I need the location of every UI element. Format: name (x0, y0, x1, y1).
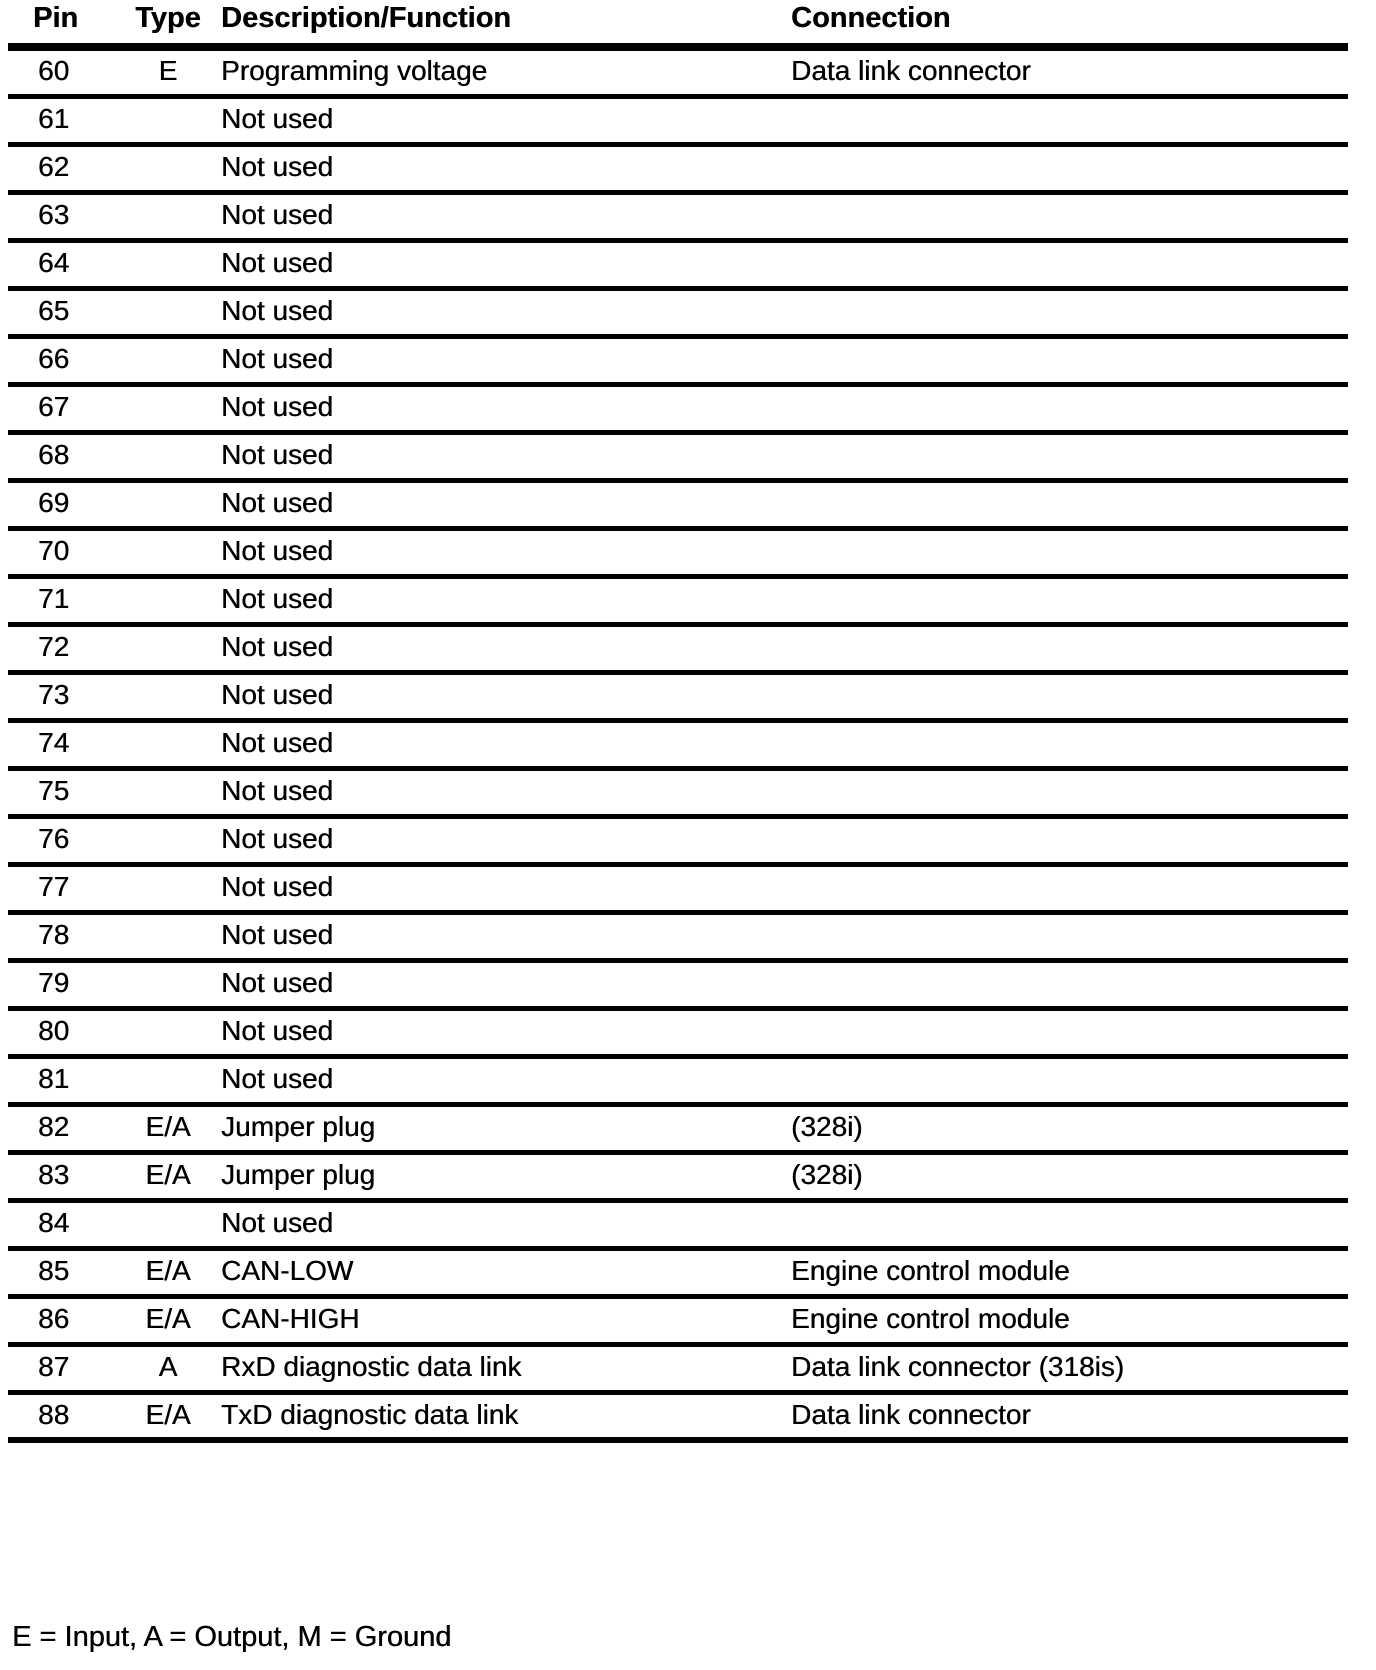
table-row (8, 483, 1348, 531)
description-cell: Not used (221, 871, 334, 902)
table-header-row (8, 0, 1348, 51)
type-cell (125, 728, 211, 766)
description-cell: Not used (221, 775, 334, 806)
type-cell (125, 968, 211, 1006)
description-cell: Not used (221, 967, 334, 998)
type-cell (125, 152, 211, 190)
pin-cell: 64 (38, 247, 70, 278)
description-cell: Not used (221, 391, 334, 422)
pin-cell: 67 (38, 391, 70, 422)
description-cell: Not used (221, 1015, 334, 1046)
description-cell: TxD diagnostic data link (221, 1399, 519, 1430)
table-row (8, 435, 1348, 483)
pin-cell: 69 (38, 487, 70, 518)
pin-cell: 71 (38, 583, 70, 614)
pin-cell: 76 (38, 823, 70, 854)
connection-cell (791, 200, 1348, 238)
description-cell: Not used (221, 439, 334, 470)
type-cell (125, 344, 211, 382)
type-cell (125, 200, 211, 238)
type-cell (125, 440, 211, 478)
type-cell (125, 1064, 211, 1102)
pin-cell: 88 (38, 1399, 70, 1430)
table-row (8, 1299, 1348, 1347)
connection-cell: (328i) (791, 1159, 863, 1190)
header-pin: Pin (33, 2, 79, 34)
description-cell: Not used (221, 535, 334, 566)
connection-cell (791, 536, 1348, 574)
type-cell (125, 248, 211, 286)
type-legend: E = Input, A = Output, M = Ground (12, 1621, 452, 1653)
pin-cell: 86 (38, 1303, 70, 1334)
pin-cell: 70 (38, 535, 70, 566)
table-row (8, 531, 1348, 579)
type-cell (125, 1016, 211, 1054)
type-cell: E/A (145, 1303, 191, 1334)
connection-cell: Data link connector (318is) (791, 1351, 1125, 1382)
header-connection: Connection (791, 2, 951, 34)
connection-cell (791, 392, 1348, 430)
table-row (8, 627, 1348, 675)
description-cell: Jumper plug (221, 1159, 376, 1190)
pin-assignment-table (8, 0, 1348, 1443)
table-row (8, 1395, 1348, 1443)
pin-cell: 66 (38, 343, 70, 374)
description-cell: Not used (221, 487, 334, 518)
type-cell: A (158, 1351, 178, 1382)
type-cell (125, 536, 211, 574)
table-body (8, 51, 1348, 1443)
description-cell: Jumper plug (221, 1111, 376, 1142)
pin-cell: 74 (38, 727, 70, 758)
table-row (8, 387, 1348, 435)
description-cell: CAN-HIGH (221, 1303, 360, 1334)
pin-cell: 65 (38, 295, 70, 326)
pin-cell: 62 (38, 151, 70, 182)
type-cell (125, 104, 211, 142)
type-cell (125, 680, 211, 718)
type-cell (125, 584, 211, 622)
header-type: Type (135, 2, 201, 34)
connection-cell: (328i) (791, 1111, 863, 1142)
table-row (8, 867, 1348, 915)
pin-cell: 60 (38, 55, 70, 86)
pin-cell: 85 (38, 1255, 70, 1286)
type-cell (125, 824, 211, 862)
description-cell: CAN-LOW (221, 1255, 354, 1286)
pin-cell: 83 (38, 1159, 70, 1190)
connection-cell (791, 296, 1348, 334)
pin-cell: 81 (38, 1063, 70, 1094)
pin-cell: 79 (38, 967, 70, 998)
connection-cell (791, 920, 1348, 958)
header-description: Description/Function (221, 2, 511, 34)
type-cell (125, 632, 211, 670)
pin-cell: 82 (38, 1111, 70, 1142)
table-row (8, 243, 1348, 291)
description-cell: Not used (221, 727, 334, 758)
description-cell: Not used (221, 247, 334, 278)
description-cell: Not used (221, 199, 334, 230)
connection-cell (791, 968, 1348, 1006)
type-cell: E/A (145, 1255, 191, 1286)
table-row (8, 291, 1348, 339)
connection-cell (791, 632, 1348, 670)
description-cell: Not used (221, 1063, 334, 1094)
description-cell: Not used (221, 103, 334, 134)
description-cell: Not used (221, 151, 334, 182)
connection-cell: Engine control module (791, 1303, 1070, 1334)
description-cell: Not used (221, 295, 334, 326)
description-cell: Not used (221, 919, 334, 950)
description-cell: Not used (221, 823, 334, 854)
connection-cell (791, 152, 1348, 190)
table-row (8, 1251, 1348, 1299)
connection-cell (791, 488, 1348, 526)
connection-cell (791, 872, 1348, 910)
table-row (8, 1155, 1348, 1203)
connection-cell (791, 1208, 1348, 1246)
connection-cell (791, 728, 1348, 766)
connection-cell (791, 1064, 1348, 1102)
table-row (8, 819, 1348, 867)
connection-cell (791, 344, 1348, 382)
type-cell (125, 392, 211, 430)
table-row (8, 915, 1348, 963)
table-row (8, 1203, 1348, 1251)
table-row (8, 579, 1348, 627)
connection-cell (791, 248, 1348, 286)
type-cell (125, 920, 211, 958)
pin-cell: 84 (38, 1207, 70, 1238)
table-row (8, 723, 1348, 771)
table-row (8, 147, 1348, 195)
description-cell: Programming voltage (221, 55, 488, 86)
pin-cell: 72 (38, 631, 70, 662)
table-row (8, 1347, 1348, 1395)
table-row (8, 771, 1348, 819)
type-cell: E/A (145, 1399, 191, 1430)
connection-cell (791, 584, 1348, 622)
pin-cell: 63 (38, 199, 70, 230)
table-row (8, 339, 1348, 387)
pin-cell: 77 (38, 871, 70, 902)
connection-cell (791, 440, 1348, 478)
pin-cell: 61 (38, 103, 70, 134)
type-cell (125, 872, 211, 910)
description-cell: Not used (221, 583, 334, 614)
description-cell: Not used (221, 343, 334, 374)
connection-cell (791, 104, 1348, 142)
table-row (8, 1011, 1348, 1059)
connection-cell (791, 824, 1348, 862)
table-row (8, 195, 1348, 243)
table-row (8, 99, 1348, 147)
pin-cell: 87 (38, 1351, 70, 1382)
pin-cell: 73 (38, 679, 70, 710)
pin-cell: 68 (38, 439, 70, 470)
description-cell: Not used (221, 631, 334, 662)
table-row (8, 51, 1348, 99)
description-cell: RxD diagnostic data link (221, 1351, 522, 1382)
pin-cell: 78 (38, 919, 70, 950)
description-cell: Not used (221, 1207, 334, 1238)
table-row (8, 675, 1348, 723)
type-cell (125, 776, 211, 814)
connection-cell: Engine control module (791, 1255, 1070, 1286)
connection-cell (791, 776, 1348, 814)
type-cell (125, 488, 211, 526)
type-cell: E (158, 55, 178, 86)
pin-cell: 75 (38, 775, 70, 806)
table-row (8, 1107, 1348, 1155)
type-cell (125, 1208, 211, 1246)
connection-cell (791, 1016, 1348, 1054)
type-cell: E/A (145, 1111, 191, 1142)
pin-cell: 80 (38, 1015, 70, 1046)
table-row (8, 963, 1348, 1011)
connection-cell: Data link connector (791, 1399, 1031, 1430)
type-cell: E/A (145, 1159, 191, 1190)
description-cell: Not used (221, 679, 334, 710)
connection-cell (791, 680, 1348, 718)
type-cell (125, 296, 211, 334)
table-row (8, 1059, 1348, 1107)
connection-cell: Data link connector (791, 55, 1031, 86)
